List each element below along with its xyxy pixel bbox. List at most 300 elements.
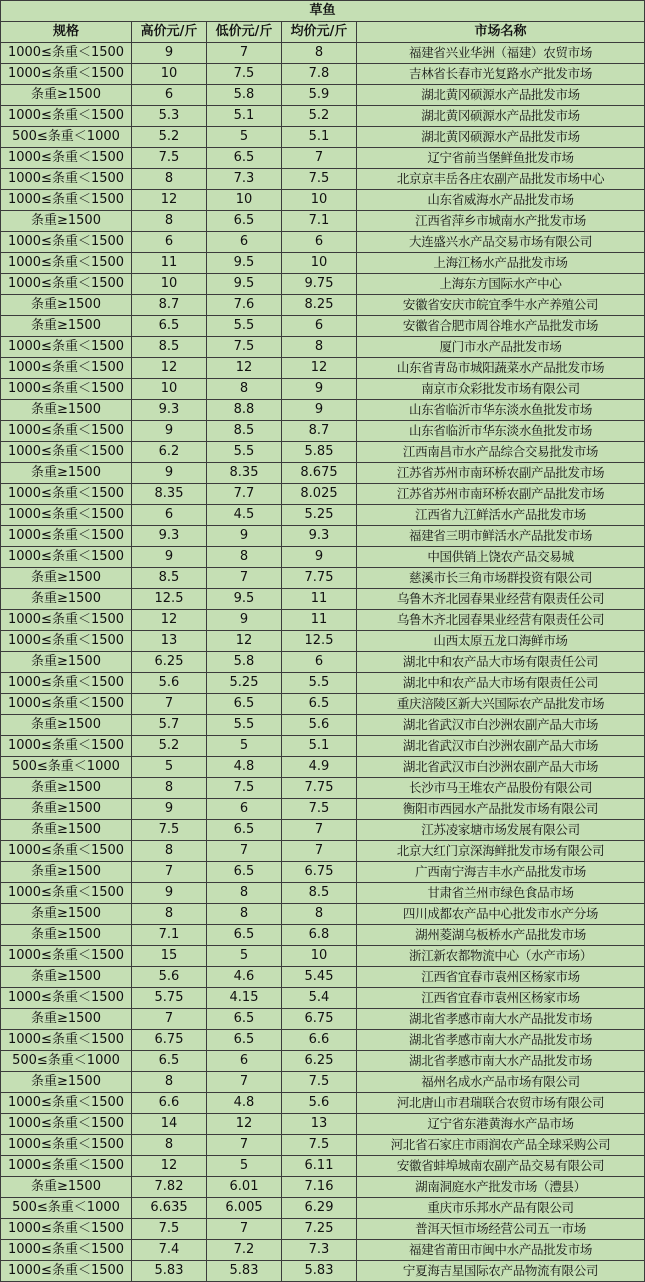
cell-high-price: 8.7 [132,295,207,316]
cell-low-price: 6.5 [207,694,282,715]
cell-market-name: 福建省兴业华洲（福建）农贸市场 [357,43,645,64]
cell-low-price: 12 [207,1114,282,1135]
cell-high-price: 12.5 [132,589,207,610]
cell-low-price: 9.5 [207,589,282,610]
table-row [1,421,645,442]
cell-low-price: 10 [207,190,282,211]
cell-market-name: 湖北省孝感市南大水产品批发市场 [357,1030,645,1051]
cell-low-price: 5.5 [207,316,282,337]
cell-low-price: 7.3 [207,169,282,190]
cell-high-price: 6.5 [132,316,207,337]
cell-spec: 1000≤条重＜1500 [1,274,132,295]
table-row [1,505,645,526]
cell-market-name: 河北唐山市君瑞联合农贸市场有限公司 [357,1093,645,1114]
table-row [1,1240,645,1261]
cell-market-name: 江苏省苏州市南环桥农副产品批发市场 [357,484,645,505]
cell-market-name: 北京大红门京深海鲜批发市场有限公司 [357,841,645,862]
cell-avg-price: 7.75 [282,568,357,589]
cell-spec: 1000≤条重＜1500 [1,1156,132,1177]
cell-market-name: 普洱天恒市场经营公司五一市场 [357,1219,645,1240]
cell-avg-price: 7.75 [282,778,357,799]
cell-spec: 1000≤条重＜1500 [1,841,132,862]
cell-avg-price: 10 [282,946,357,967]
cell-high-price: 9 [132,547,207,568]
cell-avg-price: 6 [282,316,357,337]
cell-market-name: 慈溪市长三角市场群投资有限公司 [357,568,645,589]
cell-low-price: 7 [207,568,282,589]
cell-spec: 条重≥1500 [1,211,132,232]
title-row [1,1,645,22]
cell-spec: 1000≤条重＜1500 [1,379,132,400]
cell-low-price: 5.5 [207,715,282,736]
cell-market-name: 福州名成水产品市场有限公司 [357,1072,645,1093]
table-body [1,43,645,1282]
cell-avg-price: 6.11 [282,1156,357,1177]
cell-spec: 1000≤条重＜1500 [1,1219,132,1240]
cell-market-name: 四川成都农产品中心批发市水产分场 [357,904,645,925]
cell-high-price: 7.82 [132,1177,207,1198]
cell-spec: 1000≤条重＜1500 [1,736,132,757]
cell-spec: 条重≥1500 [1,778,132,799]
table-row [1,652,645,673]
cell-avg-price: 7.25 [282,1219,357,1240]
cell-market-name: 湖北黄冈硕源水产品批发市场 [357,85,645,106]
table-row [1,148,645,169]
table-row [1,442,645,463]
cell-market-name: 湖北中和农产品大市场有限责任公司 [357,652,645,673]
cell-high-price: 8 [132,169,207,190]
table-row [1,1009,645,1030]
cell-spec: 条重≥1500 [1,85,132,106]
cell-avg-price: 6 [282,232,357,253]
cell-spec: 500≤条重＜1000 [1,1051,132,1072]
cell-low-price: 8.8 [207,400,282,421]
table-row [1,190,645,211]
cell-high-price: 9 [132,883,207,904]
cell-avg-price: 8.25 [282,295,357,316]
table-row [1,631,645,652]
cell-avg-price: 6.8 [282,925,357,946]
cell-market-name: 山东省青岛市城阳蔬菜水产品批发市场 [357,358,645,379]
cell-low-price: 5.1 [207,106,282,127]
cell-spec: 1000≤条重＜1500 [1,883,132,904]
cell-high-price: 7 [132,862,207,883]
cell-high-price: 8.5 [132,337,207,358]
table-row [1,400,645,421]
table-row [1,337,645,358]
table-row [1,967,645,988]
cell-high-price: 7.1 [132,925,207,946]
cell-high-price: 10 [132,64,207,85]
cell-market-name: 福建省三明市鲜活水产品批发市场 [357,526,645,547]
cell-spec: 1000≤条重＜1500 [1,547,132,568]
cell-low-price: 7 [207,841,282,862]
cell-avg-price: 7.3 [282,1240,357,1261]
cell-spec: 1000≤条重＜1500 [1,337,132,358]
cell-low-price: 9 [207,526,282,547]
table-row [1,127,645,148]
cell-high-price: 12 [132,358,207,379]
cell-high-price: 6 [132,232,207,253]
table-row [1,589,645,610]
cell-market-name: 湖北省武汉市白沙洲农副产品大市场 [357,715,645,736]
cell-spec: 1000≤条重＜1500 [1,1114,132,1135]
table-row [1,1156,645,1177]
cell-spec: 条重≥1500 [1,1072,132,1093]
cell-market-name: 吉林省长春市光复路水产批发市场 [357,64,645,85]
cell-low-price: 6.5 [207,148,282,169]
table-row [1,295,645,316]
cell-avg-price: 9 [282,400,357,421]
cell-spec: 1000≤条重＜1500 [1,169,132,190]
cell-spec: 1000≤条重＜1500 [1,421,132,442]
cell-avg-price: 5.1 [282,736,357,757]
cell-spec: 1000≤条重＜1500 [1,232,132,253]
cell-market-name: 江苏省苏州市南环桥农副产品批发市场 [357,463,645,484]
cell-low-price: 7.5 [207,778,282,799]
table-row [1,43,645,64]
cell-market-name: 辽宁省前当堡鲜鱼批发市场 [357,148,645,169]
cell-low-price: 5.8 [207,85,282,106]
cell-market-name: 福建省莆田市闽中水产品批发市场 [357,1240,645,1261]
cell-high-price: 5.7 [132,715,207,736]
cell-market-name: 江西省宜春市袁州区杨家市场 [357,967,645,988]
cell-avg-price: 5.2 [282,106,357,127]
cell-low-price: 7 [207,1072,282,1093]
cell-low-price: 9.5 [207,253,282,274]
cell-avg-price: 11 [282,589,357,610]
table-row [1,1261,645,1282]
cell-low-price: 7 [207,43,282,64]
cell-spec: 500≤条重＜1000 [1,1198,132,1219]
cell-low-price: 7 [207,1135,282,1156]
cell-market-name: 湖北省孝感市南大水产品批发市场 [357,1051,645,1072]
cell-market-name: 上海江杨水产品批发市场 [357,253,645,274]
table-row [1,820,645,841]
table-row [1,1093,645,1114]
cell-low-price: 5 [207,1156,282,1177]
cell-high-price: 5.2 [132,736,207,757]
cell-avg-price: 7 [282,841,357,862]
table-row [1,1114,645,1135]
cell-high-price: 7 [132,694,207,715]
cell-spec: 500≤条重＜1000 [1,127,132,148]
cell-avg-price: 8.5 [282,883,357,904]
cell-spec: 1000≤条重＜1500 [1,1240,132,1261]
cell-spec: 1000≤条重＜1500 [1,484,132,505]
cell-market-name: 安徽省安庆市皖宜季牛水产养殖公司 [357,295,645,316]
cell-low-price: 5 [207,127,282,148]
cell-spec: 1000≤条重＜1500 [1,631,132,652]
table-row [1,274,645,295]
cell-low-price: 5.5 [207,442,282,463]
cell-spec: 1000≤条重＜1500 [1,1135,132,1156]
cell-low-price: 5.8 [207,652,282,673]
cell-market-name: 南京市众彩批发市场有限公司 [357,379,645,400]
cell-avg-price: 5.9 [282,85,357,106]
cell-high-price: 8 [132,211,207,232]
cell-market-name: 湖北省孝感市南大水产品批发市场 [357,1009,645,1030]
cell-market-name: 江西南昌市水产品综合交易批发市场 [357,442,645,463]
cell-spec: 1000≤条重＜1500 [1,106,132,127]
cell-market-name: 北京京丰岳各庄农副产品批发市场中心 [357,169,645,190]
cell-spec: 1000≤条重＜1500 [1,505,132,526]
cell-high-price: 5.83 [132,1261,207,1282]
cell-avg-price: 9.75 [282,274,357,295]
cell-avg-price: 6.29 [282,1198,357,1219]
cell-high-price: 9 [132,463,207,484]
cell-market-name: 山东省威海水产品批发市场 [357,190,645,211]
cell-high-price: 8.5 [132,568,207,589]
cell-market-name: 浙江新农都物流中心（水产市场） [357,946,645,967]
table-row [1,715,645,736]
cell-market-name: 河北省石家庄市雨润农产品全球采购公司 [357,1135,645,1156]
table-row [1,526,645,547]
cell-high-price: 7.5 [132,1219,207,1240]
cell-market-name: 乌鲁木齐北园春果业经营有限责任公司 [357,610,645,631]
table-row [1,568,645,589]
cell-spec: 条重≥1500 [1,463,132,484]
cell-high-price: 5 [132,757,207,778]
table-row [1,988,645,1009]
cell-avg-price: 5.45 [282,967,357,988]
cell-low-price: 8 [207,904,282,925]
cell-market-name: 大连盛兴水产品交易市场有限公司 [357,232,645,253]
cell-high-price: 10 [132,379,207,400]
cell-high-price: 6.75 [132,1030,207,1051]
table-row [1,1219,645,1240]
cell-market-name: 江苏凌家塘市场发展有限公司 [357,820,645,841]
cell-market-name: 上海东方国际水产中心 [357,274,645,295]
cell-market-name: 湖北中和农产品大市场有限责任公司 [357,673,645,694]
header-market-name: 市场名称 [357,22,645,43]
table-row [1,925,645,946]
cell-avg-price: 12.5 [282,631,357,652]
cell-spec: 500≤条重＜1000 [1,757,132,778]
cell-avg-price: 6.5 [282,694,357,715]
cell-spec: 条重≥1500 [1,820,132,841]
cell-low-price: 7.5 [207,337,282,358]
cell-low-price: 8.5 [207,421,282,442]
table-row [1,1072,645,1093]
table-row [1,799,645,820]
cell-low-price: 9 [207,610,282,631]
cell-low-price: 4.8 [207,757,282,778]
table-row [1,736,645,757]
table-row [1,85,645,106]
cell-market-name: 长沙市马王堆农产品股份有限公司 [357,778,645,799]
cell-low-price: 6.5 [207,1009,282,1030]
cell-low-price: 4.6 [207,967,282,988]
table-row [1,484,645,505]
cell-avg-price: 5.6 [282,715,357,736]
table-row [1,253,645,274]
cell-high-price: 7.5 [132,820,207,841]
cell-high-price: 5.6 [132,967,207,988]
cell-avg-price: 5.4 [282,988,357,1009]
cell-spec: 条重≥1500 [1,862,132,883]
cell-spec: 1000≤条重＜1500 [1,64,132,85]
cell-low-price: 8 [207,883,282,904]
table-row [1,883,645,904]
table-row [1,946,645,967]
header-spec: 规格 [1,22,132,43]
cell-spec: 1000≤条重＜1500 [1,673,132,694]
cell-spec: 1000≤条重＜1500 [1,946,132,967]
table-row [1,64,645,85]
cell-high-price: 9.3 [132,400,207,421]
cell-avg-price: 10 [282,253,357,274]
cell-market-name: 湖州菱湖乌板桥水产品批发市场 [357,925,645,946]
cell-avg-price: 6 [282,652,357,673]
cell-high-price: 10 [132,274,207,295]
table-row [1,316,645,337]
cell-market-name: 江西省宜春市袁州区杨家市场 [357,988,645,1009]
cell-low-price: 12 [207,631,282,652]
cell-market-name: 宁夏海吉星国际农产品物流有限公司 [357,1261,645,1282]
cell-low-price: 7 [207,1219,282,1240]
table-row [1,1198,645,1219]
table-row [1,1051,645,1072]
cell-avg-price: 5.85 [282,442,357,463]
cell-market-name: 江西省九江鲜活水产品批发市场 [357,505,645,526]
cell-market-name: 安徽省蚌埠城南农副产品交易有限公司 [357,1156,645,1177]
table-row [1,904,645,925]
cell-spec: 条重≥1500 [1,925,132,946]
cell-high-price: 8 [132,778,207,799]
cell-spec: 1000≤条重＜1500 [1,148,132,169]
cell-market-name: 山西太原五龙口海鲜市场 [357,631,645,652]
cell-avg-price: 10 [282,190,357,211]
cell-avg-price: 7.1 [282,211,357,232]
cell-avg-price: 8.7 [282,421,357,442]
cell-low-price: 7.6 [207,295,282,316]
table-row [1,379,645,400]
cell-avg-price: 12 [282,358,357,379]
cell-spec: 条重≥1500 [1,1009,132,1030]
cell-low-price: 6 [207,799,282,820]
cell-low-price: 8.35 [207,463,282,484]
cell-spec: 条重≥1500 [1,904,132,925]
header-low-price: 低价元/斤 [207,22,282,43]
cell-low-price: 6.01 [207,1177,282,1198]
cell-low-price: 7.2 [207,1240,282,1261]
header-avg-price: 均价元/斤 [282,22,357,43]
cell-spec: 条重≥1500 [1,715,132,736]
cell-market-name: 湖北黄冈硕源水产品批发市场 [357,106,645,127]
cell-market-name: 安徽省合肥市周谷堆水产品批发市场 [357,316,645,337]
cell-high-price: 8.35 [132,484,207,505]
cell-low-price: 4.15 [207,988,282,1009]
cell-avg-price: 7.8 [282,64,357,85]
cell-avg-price: 9 [282,379,357,400]
cell-spec: 条重≥1500 [1,568,132,589]
cell-high-price: 6 [132,85,207,106]
cell-market-name: 重庆市乐邦水产品有限公司 [357,1198,645,1219]
cell-avg-price: 13 [282,1114,357,1135]
cell-market-name: 山东省临沂市华东淡水鱼批发市场 [357,400,645,421]
cell-avg-price: 5.25 [282,505,357,526]
cell-market-name: 衡阳市西园水产品批发市场有限公司 [357,799,645,820]
cell-avg-price: 5.1 [282,127,357,148]
cell-avg-price: 7.5 [282,169,357,190]
cell-low-price: 4.5 [207,505,282,526]
cell-high-price: 12 [132,610,207,631]
cell-spec: 1000≤条重＜1500 [1,526,132,547]
cell-market-name: 湖南洞庭水产批发市场（澧县） [357,1177,645,1198]
cell-avg-price: 4.9 [282,757,357,778]
cell-high-price: 6.6 [132,1093,207,1114]
cell-high-price: 11 [132,253,207,274]
table-row [1,1177,645,1198]
cell-low-price: 6.5 [207,862,282,883]
cell-avg-price: 5.6 [282,1093,357,1114]
cell-low-price: 8 [207,379,282,400]
cell-high-price: 5.75 [132,988,207,1009]
table-row [1,757,645,778]
cell-avg-price: 7 [282,820,357,841]
cell-high-price: 8 [132,841,207,862]
table-row [1,358,645,379]
cell-high-price: 13 [132,631,207,652]
cell-spec: 条重≥1500 [1,400,132,421]
cell-low-price: 5.25 [207,673,282,694]
cell-avg-price: 6.75 [282,1009,357,1030]
cell-spec: 1000≤条重＜1500 [1,610,132,631]
cell-spec: 1000≤条重＜1500 [1,988,132,1009]
cell-high-price: 12 [132,1156,207,1177]
cell-spec: 条重≥1500 [1,316,132,337]
cell-spec: 1000≤条重＜1500 [1,1261,132,1282]
cell-market-name: 中国供销上饶农产品交易城 [357,547,645,568]
table-row [1,862,645,883]
cell-spec: 条重≥1500 [1,1177,132,1198]
cell-low-price: 5 [207,736,282,757]
cell-market-name: 湖北黄冈硕源水产品批发市场 [357,127,645,148]
cell-low-price: 6 [207,1051,282,1072]
cell-low-price: 6.005 [207,1198,282,1219]
table-row [1,1030,645,1051]
table-row [1,211,645,232]
cell-high-price: 5.6 [132,673,207,694]
cell-avg-price: 5.83 [282,1261,357,1282]
cell-low-price: 7.5 [207,64,282,85]
cell-low-price: 8 [207,547,282,568]
cell-avg-price: 8 [282,904,357,925]
table-row [1,673,645,694]
cell-low-price: 5.83 [207,1261,282,1282]
cell-avg-price: 7.5 [282,1135,357,1156]
cell-avg-price: 7.5 [282,1072,357,1093]
cell-avg-price: 7.5 [282,799,357,820]
table-row [1,547,645,568]
cell-high-price: 7.4 [132,1240,207,1261]
cell-spec: 1000≤条重＜1500 [1,190,132,211]
cell-high-price: 6.2 [132,442,207,463]
cell-avg-price: 6.25 [282,1051,357,1072]
table-row [1,232,645,253]
cell-high-price: 14 [132,1114,207,1135]
cell-high-price: 6.25 [132,652,207,673]
cell-high-price: 6.635 [132,1198,207,1219]
cell-low-price: 6.5 [207,820,282,841]
cell-high-price: 12 [132,190,207,211]
cell-market-name: 山东省临沂市华东淡水鱼批发市场 [357,421,645,442]
cell-spec: 1000≤条重＜1500 [1,1030,132,1051]
cell-spec: 1000≤条重＜1500 [1,442,132,463]
cell-high-price: 8 [132,1072,207,1093]
table-row [1,778,645,799]
